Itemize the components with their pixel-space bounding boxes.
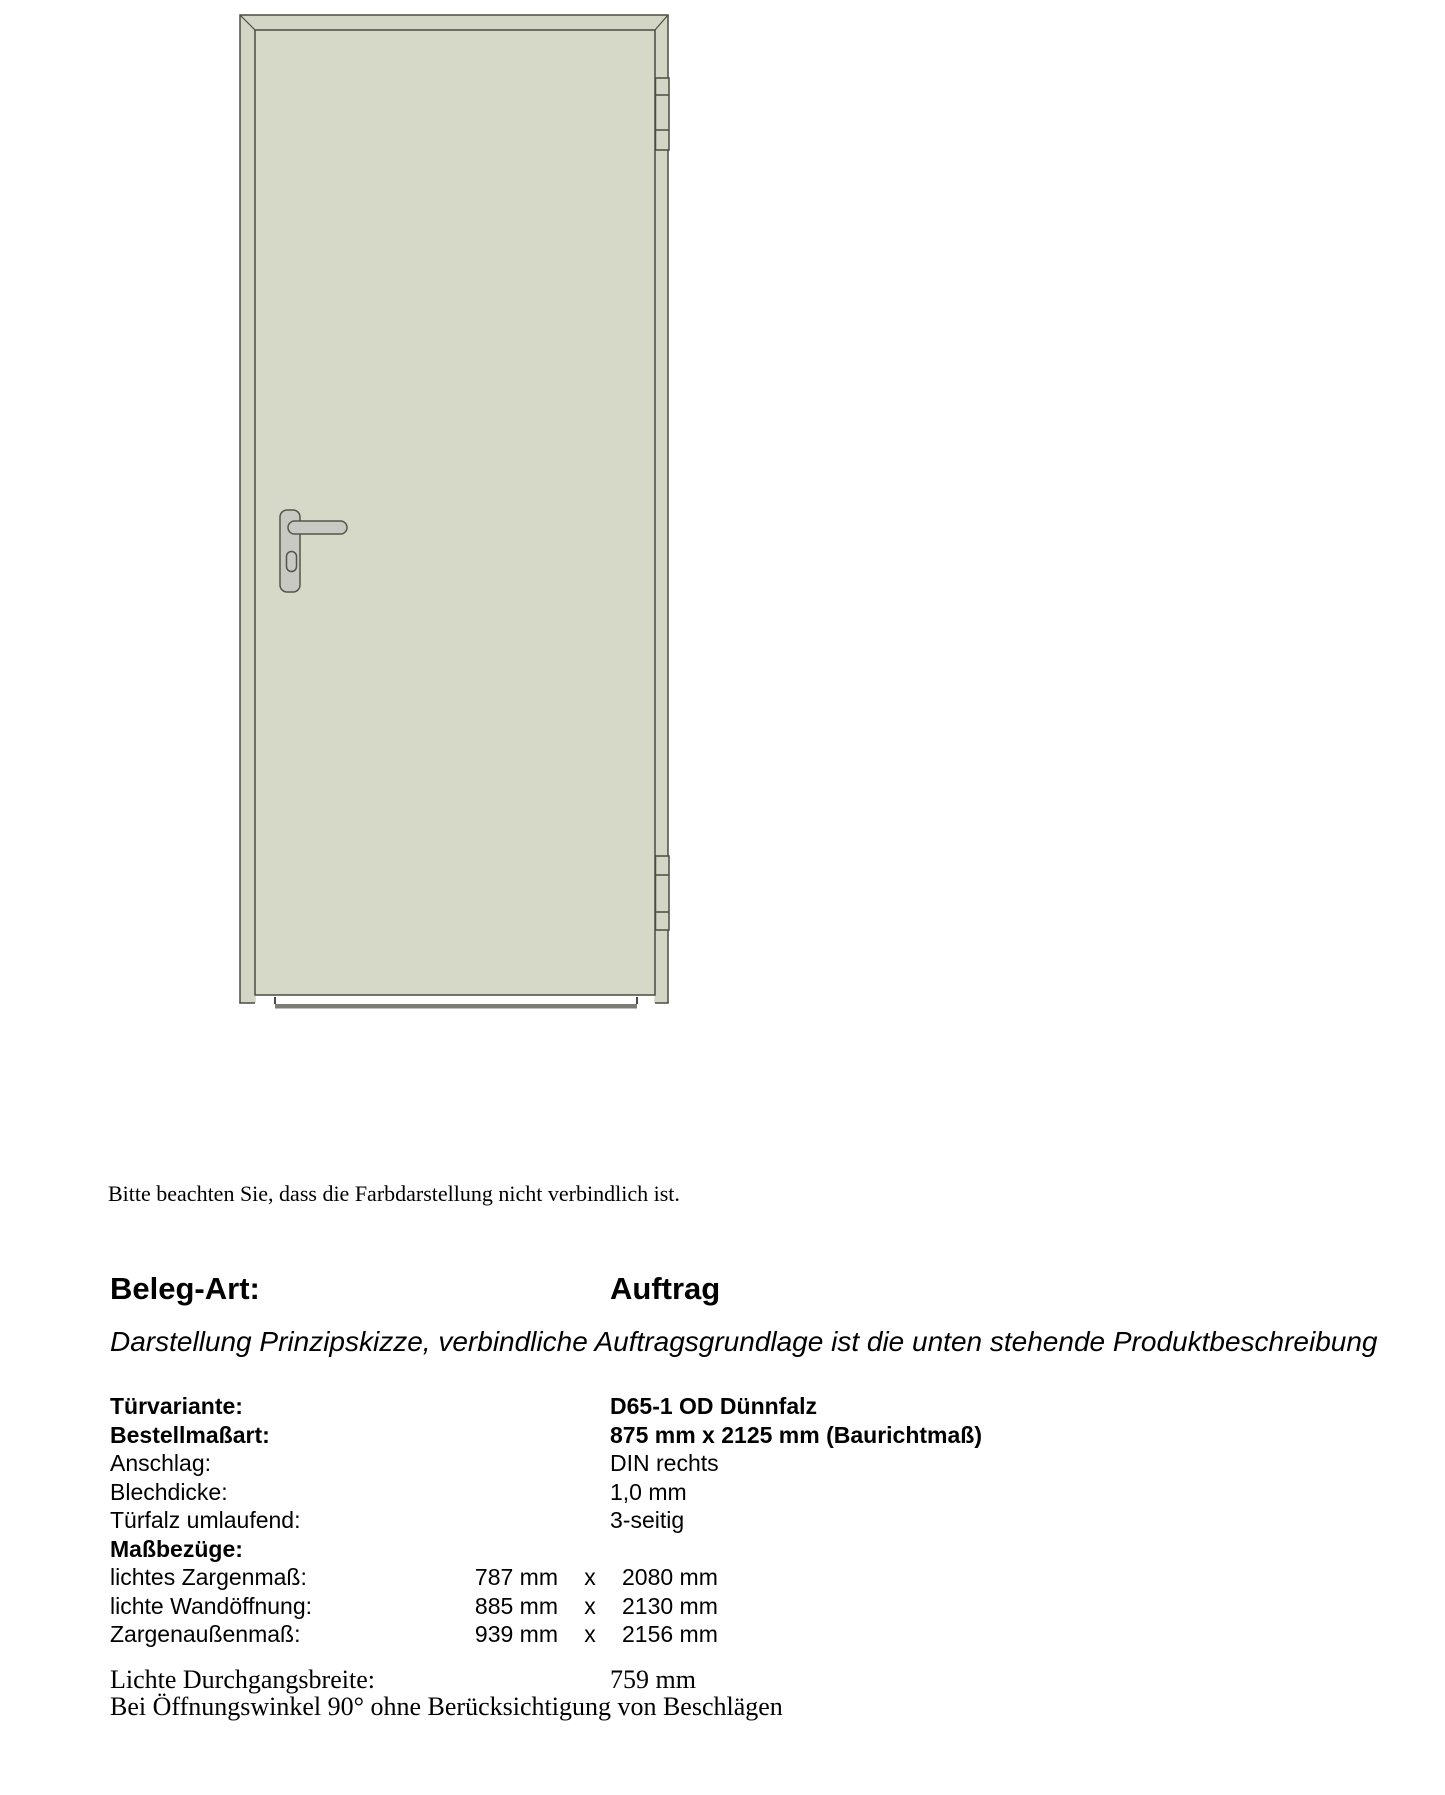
door-leaf	[255, 30, 655, 995]
dimension-separator: x	[584, 1621, 596, 1647]
dimension-height: 2080 mm	[622, 1564, 718, 1590]
spec-row-lichte-wandoeffnung	[110, 1592, 1310, 1621]
spec-row-tuerfalz	[110, 1506, 1310, 1535]
hinge-bottom	[656, 856, 670, 930]
spec-value: DIN rechts	[610, 1450, 719, 1476]
beleg-art-value: Auftrag	[610, 1271, 721, 1306]
spec-label: Blechdicke:	[110, 1478, 228, 1505]
spec-label: lichtes Zargenmaß:	[110, 1564, 307, 1590]
spec-label: Bestellmaßart:	[110, 1421, 270, 1448]
threshold-line	[275, 1004, 637, 1009]
clear-passage-width-row	[110, 1665, 696, 1694]
spec-value: 875 mm x 2125 mm (Baurichtmaß)	[610, 1421, 982, 1448]
spec-value: D65-1 OD Dünnfalz	[610, 1393, 818, 1419]
beleg-art-label: Beleg-Art:	[110, 1271, 260, 1306]
spec-value: 1,0 mm	[610, 1478, 687, 1505]
dimension-separator: x	[584, 1592, 596, 1619]
spec-section-heading: Maßbezüge:	[110, 1535, 243, 1562]
sketch-disclaimer: Darstellung Prinzipskizze, verbindliche Auftragsgrundlage ist die unten stehende Produktbeschreibung	[110, 1326, 1378, 1357]
dimension-height: 2156 mm	[622, 1621, 718, 1647]
dimension-width: 787 mm	[474, 1564, 558, 1590]
dimension-width: 939 mm	[474, 1621, 558, 1647]
door-drawing	[235, 10, 675, 1015]
hinge-top	[656, 78, 670, 150]
spec-row-anschlag	[110, 1449, 1310, 1478]
spec-label: lichte Wandöffnung:	[110, 1592, 313, 1619]
spec-row-massbezuege-heading	[110, 1535, 1310, 1564]
spec-row-zargenaussenmass	[110, 1620, 1310, 1649]
dimension-width: 885 mm	[474, 1592, 558, 1619]
spec-value: 3-seitig	[610, 1507, 685, 1533]
color-disclaimer-note: Bitte beachten Sie, dass die Farbdarstellung nicht verbindlich ist.	[108, 1181, 680, 1206]
dimension-separator: x	[584, 1564, 596, 1590]
clear-passage-width-value: 759 mm	[610, 1665, 696, 1694]
spec-row-tuervariante	[110, 1392, 1310, 1421]
clear-passage-width-label: Lichte Durchgangsbreite:	[110, 1665, 375, 1694]
dimension-height: 2130 mm	[622, 1592, 718, 1619]
spec-label: Anschlag:	[110, 1450, 212, 1476]
opening-angle-note: Bei Öffnungswinkel 90° ohne Berücksichtigung von Beschlägen	[110, 1692, 783, 1721]
spec-label: Zargenaußenmaß:	[110, 1621, 301, 1647]
handle-lever	[288, 521, 347, 534]
spec-label: Türvariante:	[110, 1393, 243, 1419]
product-spec-list	[110, 1392, 1310, 1649]
spec-row-blechdicke	[110, 1478, 1310, 1507]
spec-row-bestellmassart	[110, 1421, 1310, 1450]
spec-label: Türfalz umlaufend:	[110, 1507, 301, 1533]
frame-bottom-gap	[256, 995, 655, 1004]
spec-row-lichtes-zargenmass	[110, 1563, 1310, 1592]
